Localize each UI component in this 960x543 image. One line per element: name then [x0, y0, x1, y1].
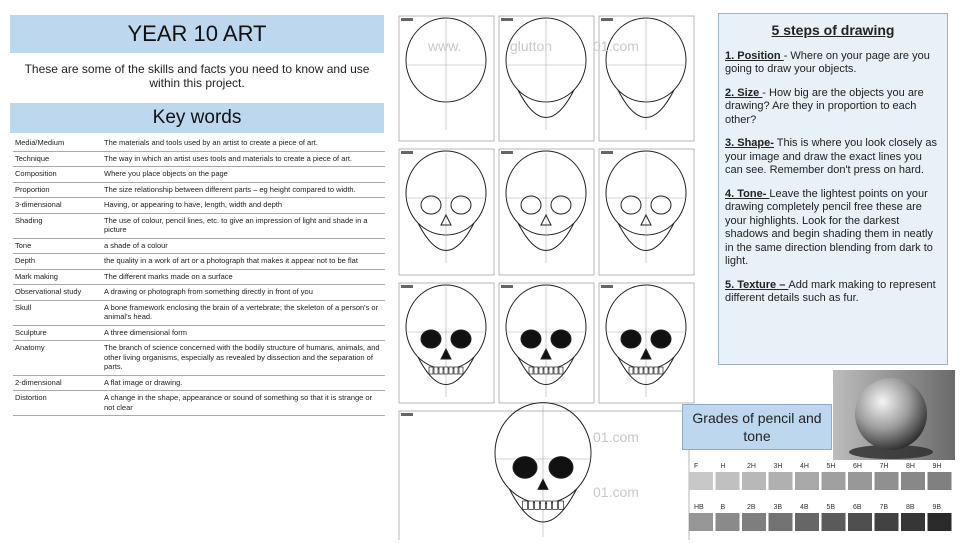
drawing-step [725, 50, 941, 77]
keywords-banner [10, 103, 384, 133]
keyword-row [13, 325, 385, 341]
pencil-tone-swatch [901, 513, 925, 531]
keyword-definition: The use of colour, pencil lines, etc. to give an impression of light and shade in a picture [102, 213, 385, 238]
keyword-definition: The different marks made on a surface [102, 269, 385, 285]
worksheet-panel [599, 149, 694, 275]
drawing-step-title: 5. Texture – [725, 278, 789, 291]
keyword-term: Distortion [13, 391, 102, 416]
keyword-definition: A three dimensional form [102, 325, 385, 341]
skull-steps-drawing [398, 15, 698, 540]
pencil-grade-label: 3B [773, 504, 783, 511]
pencil-grade-label: H [720, 463, 726, 470]
skull-tooth [554, 367, 558, 374]
pencil-grade-label: 2B [747, 504, 756, 511]
intro-text: These are some of the skills and facts you need to know and use within this project. [24, 62, 370, 90]
skull-tooth [434, 367, 438, 374]
skull-tooth [544, 367, 548, 374]
pencil-tone-swatch [848, 513, 872, 531]
skull-eye-socket [421, 196, 441, 214]
skull-eye-socket [651, 196, 671, 214]
skull-eye-socket [551, 196, 571, 214]
skull-tooth [523, 501, 528, 509]
pencil-grade-label: 9B [932, 504, 942, 511]
pencil-grade-label: 8B [906, 504, 915, 511]
worksheet-step-tag [601, 151, 613, 154]
grades-label-box [682, 404, 832, 450]
pencil-grade-label: 4H [800, 463, 809, 470]
pencil-grade-label: 7H [879, 463, 889, 470]
skull-tooth [539, 367, 543, 374]
worksheet-step-tag [501, 285, 513, 288]
pencil-tone-swatch [742, 472, 766, 490]
grades-label: Grades of pencil and tone [692, 410, 822, 444]
pencil-tone-swatch [848, 472, 872, 490]
pencil-grade-label: B [720, 504, 726, 511]
pencil-grade-label: 2H [747, 463, 756, 470]
worksheet-step-tag [501, 18, 513, 21]
pencil-tone-swatch [875, 472, 899, 490]
keyword-term: 3-dimensional [13, 198, 102, 214]
keyword-term: Proportion [13, 182, 102, 198]
pencil-tone-swatch [901, 472, 925, 490]
keyword-term: Tone [13, 238, 102, 254]
skull-eye-socket [513, 457, 537, 479]
skull-tooth [654, 367, 658, 374]
keyword-row [13, 269, 385, 285]
pencil-tone-swatch [928, 513, 952, 531]
drawing-step-text: This is where you look closely as your image and draw the exact lines you can see. Remember don't press on hard. [725, 137, 937, 176]
skull-eye-socket [451, 330, 471, 348]
keyword-row [13, 151, 385, 167]
pencil-tone-swatch [769, 513, 793, 531]
keyword-definition: The way in which an artist uses tools and materials to create a piece of art. [102, 151, 385, 167]
worksheet-panel [599, 16, 694, 141]
pencil-tone-swatch [875, 513, 899, 531]
pencil-tone-swatch [795, 472, 819, 490]
skull-nose-cavity [441, 349, 451, 359]
worksheet-panel [499, 16, 594, 141]
skull-tooth [541, 501, 546, 509]
keyword-term: Media/Medium [13, 136, 102, 151]
drawing-step-title: 3. Shape- [725, 137, 774, 149]
worksheet-step-tag [401, 285, 413, 288]
drawing-step-text: Leave the lightest points on your drawing completely pencil free these are your highlights. Look for the darkest shadows and begin shading them in neatly in the same direction blending from dark to light. [725, 187, 933, 267]
keywords-heading: Key words [152, 107, 242, 128]
pencil-tone-swatch [716, 472, 740, 490]
worksheet-step-tag [401, 151, 413, 154]
keyword-term: Technique [13, 151, 102, 167]
drawing-step-title: 1. Position [725, 49, 784, 62]
worksheet-panel [499, 283, 594, 403]
skull-tooth [559, 367, 563, 374]
skull-tooth [534, 367, 538, 374]
keyword-definition: A bone framework enclosing the brain of a vertebrate; the skeleton of a person's or animal's head. [102, 300, 385, 325]
keyword-definition: A change in the shape, appearance or sound of something so that it is strange or not clear [102, 391, 385, 416]
drawing-step-text: - Where on your page are you going to draw your objects. [725, 49, 930, 75]
skull-tooth [549, 367, 553, 374]
keyword-term: Depth [13, 254, 102, 270]
pencil-tone-swatch [716, 513, 740, 531]
skull-tooth [535, 501, 540, 509]
skull-tooth [547, 501, 552, 509]
pencil-grade-label: HB [694, 504, 704, 511]
skull-tooth [439, 367, 443, 374]
keyword-term: 2-dimensional [13, 375, 102, 391]
pencil-tone-swatch [795, 513, 819, 531]
keyword-term: Shading [13, 213, 102, 238]
drawing-step-title: 4. Tone- [725, 187, 770, 200]
skull-tooth [529, 501, 534, 509]
keyword-row [13, 391, 385, 416]
watermark-text: www. [428, 38, 462, 54]
keyword-row [13, 198, 385, 214]
skull-tooth [659, 367, 663, 374]
keyword-definition: the quality in a work of art or a photograph that makes it appear not to be flat [102, 254, 385, 270]
drawing-step [725, 279, 941, 306]
keyword-term: Sculpture [13, 325, 102, 341]
skull-eye-socket [451, 196, 471, 214]
drawing-step [725, 137, 941, 178]
keyword-row [13, 182, 385, 198]
skull-tooth [559, 501, 564, 509]
pencil-grade-label: 9H [932, 463, 942, 470]
skull-eye-socket [549, 457, 573, 479]
keyword-row [13, 238, 385, 254]
keyword-definition: A flat image or drawing. [102, 375, 385, 391]
pencil-grade-label: 4B [800, 504, 809, 511]
skull-tooth [629, 367, 633, 374]
watermark-text: glutton [510, 38, 553, 54]
skull-worksheet [398, 15, 698, 540]
keyword-definition: A drawing or photograph from something directly in front of you [102, 285, 385, 301]
skull-eye-socket [521, 196, 541, 214]
page-title: YEAR 10 ART [127, 21, 267, 46]
skull-nose-cavity [641, 349, 651, 359]
keyword-term: Composition [13, 167, 102, 183]
skull-eye-socket [421, 330, 441, 348]
worksheet-panel [599, 283, 694, 403]
skull-eye-socket [651, 330, 671, 348]
drawing-step-title: 2. Size [725, 86, 763, 99]
pencil-tone-swatch [769, 472, 793, 490]
worksheet-panel [499, 149, 594, 275]
keyword-row [13, 300, 385, 325]
drawing-steps-panel [718, 13, 948, 365]
skull-eye-socket [551, 330, 571, 348]
keyword-term: Observational study [13, 285, 102, 301]
keywords-table [13, 136, 385, 416]
keyword-definition: Having, or appearing to have, length, width and depth [102, 198, 385, 214]
skull-tooth [634, 367, 638, 374]
keyword-definition: The size relationship between different parts – eg height compared to width. [102, 182, 385, 198]
skull-eye-socket [521, 330, 541, 348]
keyword-row [13, 167, 385, 183]
pencil-tone-swatch [822, 472, 846, 490]
keyword-definition: Where you place objects on the page [102, 167, 385, 183]
pencil-grade-label: 7B [879, 504, 889, 511]
keyword-term: Skull [13, 300, 102, 325]
skull-tooth [649, 367, 653, 374]
worksheet-step-tag [501, 151, 513, 154]
keyword-definition: The branch of science concerned with the bodily structure of humans, animals, and other living organisms, especially as revealed by dissection and the separation of parts. [102, 341, 385, 376]
skull-tooth [639, 367, 643, 374]
pencil-tone-swatch [928, 472, 952, 490]
worksheet-panel [399, 411, 689, 540]
skull-tooth [529, 367, 533, 374]
pencil-grade-label: 5H [826, 463, 836, 470]
skull-tooth [644, 367, 648, 374]
worksheet-panel [399, 16, 494, 141]
keyword-definition: a shade of a colour [102, 238, 385, 254]
keyword-row [13, 254, 385, 270]
worksheet-step-tag [601, 285, 613, 288]
pencil-grade-label: 8H [906, 463, 915, 470]
keyword-term: Mark making [13, 269, 102, 285]
title-banner [10, 15, 384, 53]
steps-heading: 5 steps of drawing [771, 22, 895, 38]
drawing-step-text: Add mark making to represent different details such as fur. [725, 278, 936, 304]
drawing-step-text: - How big are the objects you are drawing? Are they in proportion to each other? [725, 86, 924, 126]
skull-tooth [449, 367, 453, 374]
pencil-tone-swatch [689, 513, 713, 531]
drawing-step [725, 87, 941, 128]
skull-nose-cavity [541, 349, 551, 359]
keyword-definition: The materials and tools used by an artist to create a piece of art. [102, 136, 385, 151]
drawing-step [725, 188, 941, 269]
skull-eye-socket [621, 330, 641, 348]
pencil-tone-swatch [822, 513, 846, 531]
keyword-row [13, 213, 385, 238]
keyword-row [13, 136, 385, 151]
pencil-grade-label: 3H [773, 463, 783, 470]
keyword-term: Anatomy [13, 341, 102, 376]
watermark-text: 01.com [593, 429, 639, 445]
worksheet-panel [399, 149, 494, 275]
pencil-grade-label: 6H [853, 463, 862, 470]
pencil-grade-label: 6B [853, 504, 862, 511]
shaded-sphere-image [833, 370, 955, 460]
watermark-text: 01.com [593, 484, 639, 500]
watermark-text: 01.com [593, 38, 639, 54]
worksheet-step-tag [401, 18, 413, 21]
keyword-row [13, 341, 385, 376]
pencil-tone-swatch [689, 472, 713, 490]
skull-tooth [444, 367, 448, 374]
skull-eye-socket [621, 196, 641, 214]
pencil-grade-swatches [688, 460, 953, 538]
sphere-drawing [833, 370, 955, 460]
skull-tooth [454, 367, 458, 374]
skull-nose-cavity [538, 479, 548, 489]
keyword-row [13, 285, 385, 301]
skull-tooth [429, 367, 433, 374]
pencil-grades-chart [688, 460, 953, 538]
worksheet-panel [399, 283, 494, 403]
pencil-grade-label: 5B [826, 504, 836, 511]
skull-tooth [459, 367, 463, 374]
pencil-tone-swatch [742, 513, 766, 531]
worksheet-step-tag [601, 18, 613, 21]
keyword-row [13, 375, 385, 391]
worksheet-step-tag [401, 413, 413, 416]
skull-tooth [553, 501, 558, 509]
pencil-grade-label: F [694, 463, 699, 470]
